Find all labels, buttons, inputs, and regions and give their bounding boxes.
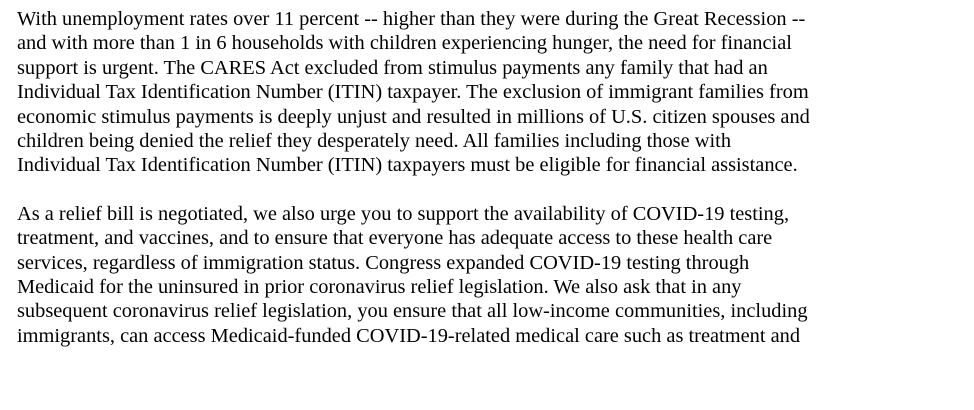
text-line: As a relief bill is negotiated, we also urge you to support the availability of COVID-19 testing, <box>17 202 790 225</box>
paragraph-covid-testing-access <box>17 202 967 348</box>
text-line: immigrants, can access Medicaid-funded COVID-19-related medical care such as treatment and <box>17 324 801 347</box>
text-line: subsequent coronavirus relief legislation, you ensure that all low-income communities, including <box>17 300 808 323</box>
text-line: Medicaid for the uninsured in prior coronavirus relief legislation. We also ask that in any <box>17 275 742 298</box>
paragraph-unemployment-financial-support <box>17 7 967 178</box>
document-body <box>17 7 967 348</box>
text-line: treatment, and vaccines, and to ensure that everyone has adequate access to these health care <box>17 227 773 250</box>
text-line: With unemployment rates over 11 percent -- higher than they were during the Great Recession -- <box>17 8 806 30</box>
text-line: children being denied the relief they desperately need. All families including those with <box>17 129 732 152</box>
text-line: services, regardless of immigration status. Congress expanded COVID-19 testing through <box>17 251 750 274</box>
text-line: and with more than 1 in 6 households with children experiencing hunger, the need for financial <box>17 32 792 55</box>
text-line: economic stimulus payments is deeply unjust and resulted in millions of U.S. citizen spouses and <box>17 105 810 128</box>
text-line: Individual Tax Identification Number (ITIN) taxpayer. The exclusion of immigrant families from <box>17 81 809 104</box>
text-line: support is urgent. The CARES Act excluded from stimulus payments any family that had an <box>17 56 768 79</box>
text-line: Individual Tax Identification Number (ITIN) taxpayers must be eligible for financial assistance. <box>17 154 798 177</box>
